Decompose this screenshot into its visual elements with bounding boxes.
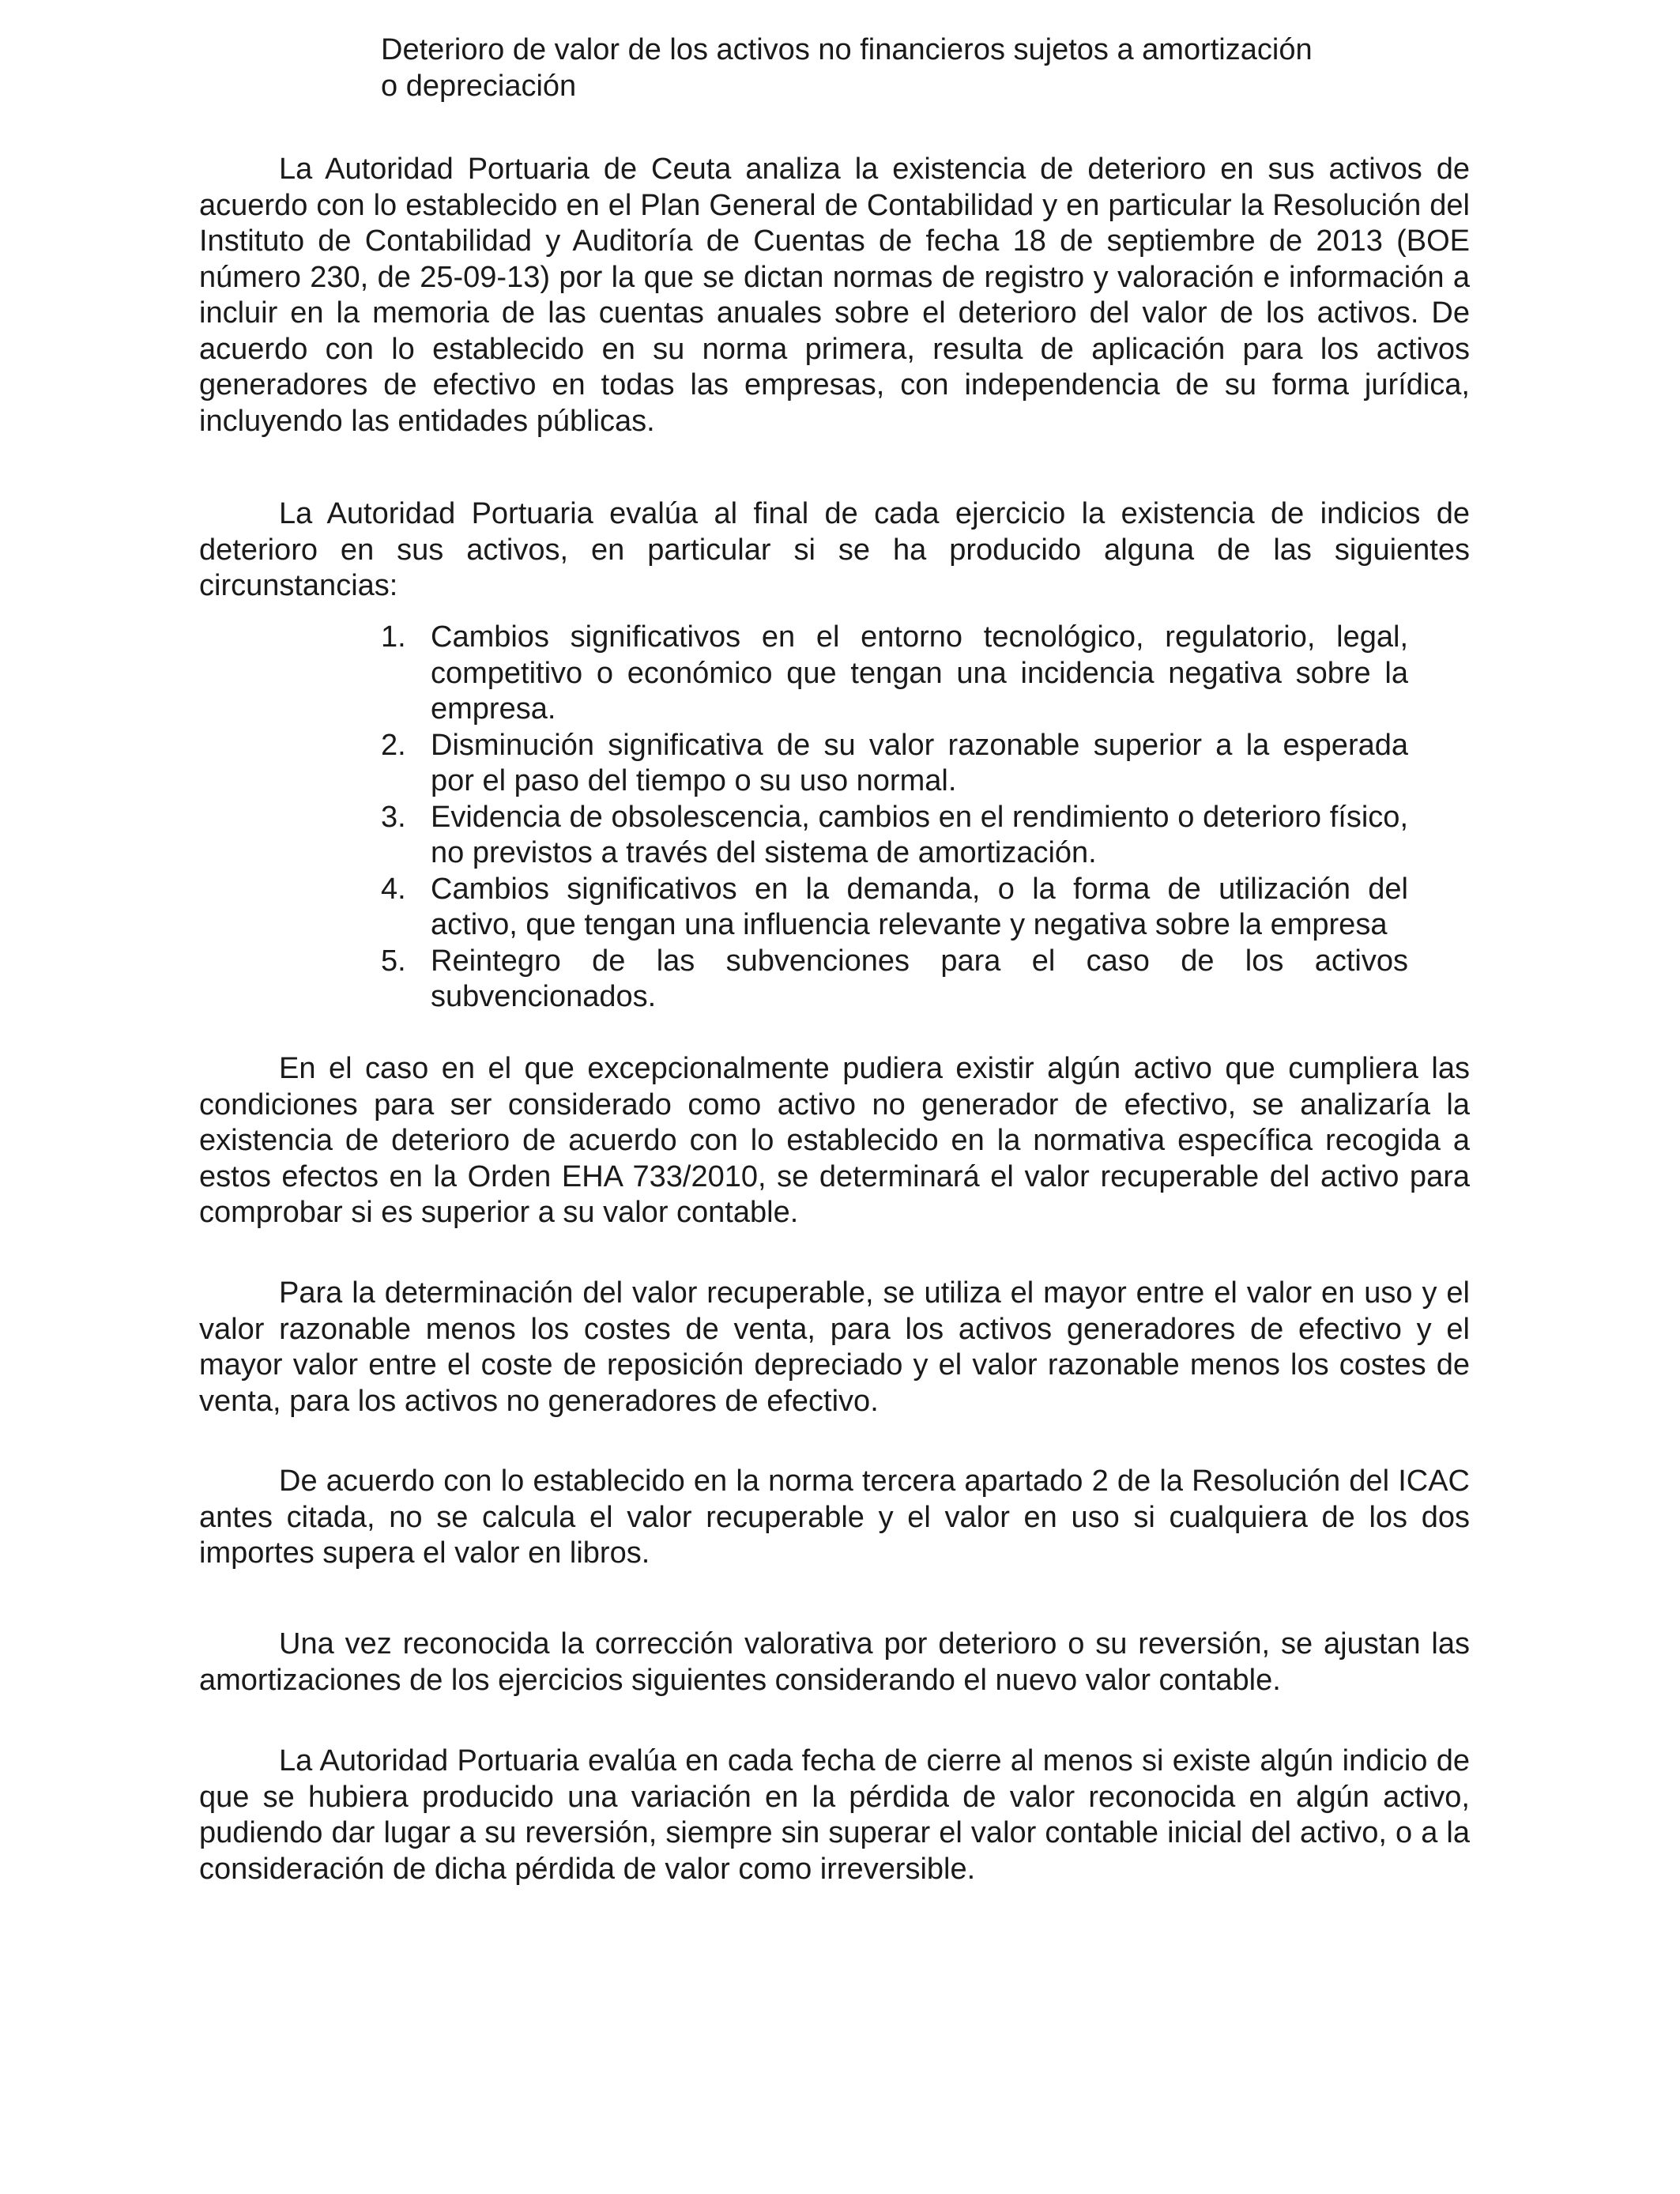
list-item-text: Cambios significativos en la demanda, o la forma de utilización del activo, que tengan una influencia relevante y negativa sobre la empresa bbox=[431, 872, 1408, 941]
paragraph-reversal-evaluation: La Autoridad Portuaria evalúa en cada fecha de cierre al menos si existe algún indicio de que se hubiera producido una variación en la pérdida de valor reconocida en algún activo, pudiendo dar lugar a su reversión, siempre sin superar el valor contable inicial del activo, o a la consideración de dicha pérdida de valor como irreversible. bbox=[199, 1744, 1470, 1886]
list-item-number: 3. bbox=[381, 800, 406, 834]
heading-line-2: o depreciación bbox=[381, 70, 577, 103]
list-item-text: Cambios significativos en el entorno tecnológico, regulatorio, legal, competitivo o económico que tengan una incidencia negativa sobre la empresa. bbox=[431, 620, 1408, 726]
list-item bbox=[381, 728, 1408, 800]
paragraph-indicators-intro: La Autoridad Portuaria evalúa al final de cada ejercicio la existencia de indicios de deterioro en sus activos, en particular si se ha producido alguna de las siguientes circunstancias: bbox=[199, 497, 1470, 602]
list-item bbox=[381, 944, 1408, 1016]
list-item-text: Disminución significativa de su valor razonable superior a la esperada por el paso del tiempo o su uso normal. bbox=[431, 728, 1408, 797]
paragraph-recoverable-value: Para la determinación del valor recuperable, se utiliza el mayor entre el valor en uso y el valor razonable menos los costes de venta, para los activos generadores de efectivo y el mayor valor entre el coste de reposición depreciado y el valor razonable menos los costes de venta, para los activos no generadores de efectivo. bbox=[199, 1276, 1470, 1418]
section-heading bbox=[381, 32, 1424, 104]
list-item-text: Reintegro de las subvenciones para el caso de los activos subvencionados. bbox=[431, 944, 1408, 1013]
list-item-number: 5. bbox=[381, 944, 406, 978]
list-item-number: 4. bbox=[381, 872, 406, 906]
paragraph-icac-resolution: De acuerdo con lo establecido en la norma tercera apartado 2 de la Resolución del ICAC antes citada, no se calcula el valor recuperable y el valor en uso si cualquiera de los dos importes supera el valor en libros. bbox=[199, 1465, 1470, 1570]
list-item bbox=[381, 800, 1408, 872]
circumstances-list bbox=[381, 620, 1408, 1016]
list-item-number: 1. bbox=[381, 620, 406, 654]
paragraph-impairment-analysis: La Autoridad Portuaria de Ceuta analiza la existencia de deterioro en sus activos de acuerdo con lo establecido en el Plan General de Contabilidad y en particular la Resolución del Instituto de Contabilidad y Auditoría de Cuentas de fecha 18 de septiembre de 2013 (BOE número 230, de 25-09-13) por la que se dictan normas de registro y valoración e información a incluir en la memoria de las cuentas anuales sobre el deterioro del valor de los activos. De acuerdo con lo establecido en su norma primera, resulta de aplicación para los activos generadores de efectivo en todas las empresas, con independencia de su forma jurídica, incluyendo las entidades públicas. bbox=[199, 153, 1470, 438]
heading-line-1: Deterioro de valor de los activos no financieros sujetos a amortización bbox=[381, 33, 1313, 66]
paragraph-valuation-correction: Una vez reconocida la corrección valorativa por deterioro o su reversión, se ajustan las amortizaciones de los ejercicios siguientes considerando el nuevo valor contable. bbox=[199, 1627, 1470, 1697]
paragraph-non-cash-generating: En el caso en el que excepcionalmente pudiera existir algún activo que cumpliera las condiciones para ser considerado como activo no generador de efectivo, se analizaría la existencia de deterioro de acuerdo con lo establecido en la normativa específica recogida a estos efectos en la Orden EHA 733/2010, se determinará el valor recuperable del activo para comprobar si es superior a su valor contable. bbox=[199, 1052, 1470, 1229]
list-item bbox=[381, 620, 1408, 728]
list-item bbox=[381, 872, 1408, 944]
list-item-number: 2. bbox=[381, 728, 406, 762]
list-item-text: Evidencia de obsolescencia, cambios en el rendimiento o deterioro físico, no previstos a través del sistema de amortización. bbox=[431, 800, 1408, 869]
